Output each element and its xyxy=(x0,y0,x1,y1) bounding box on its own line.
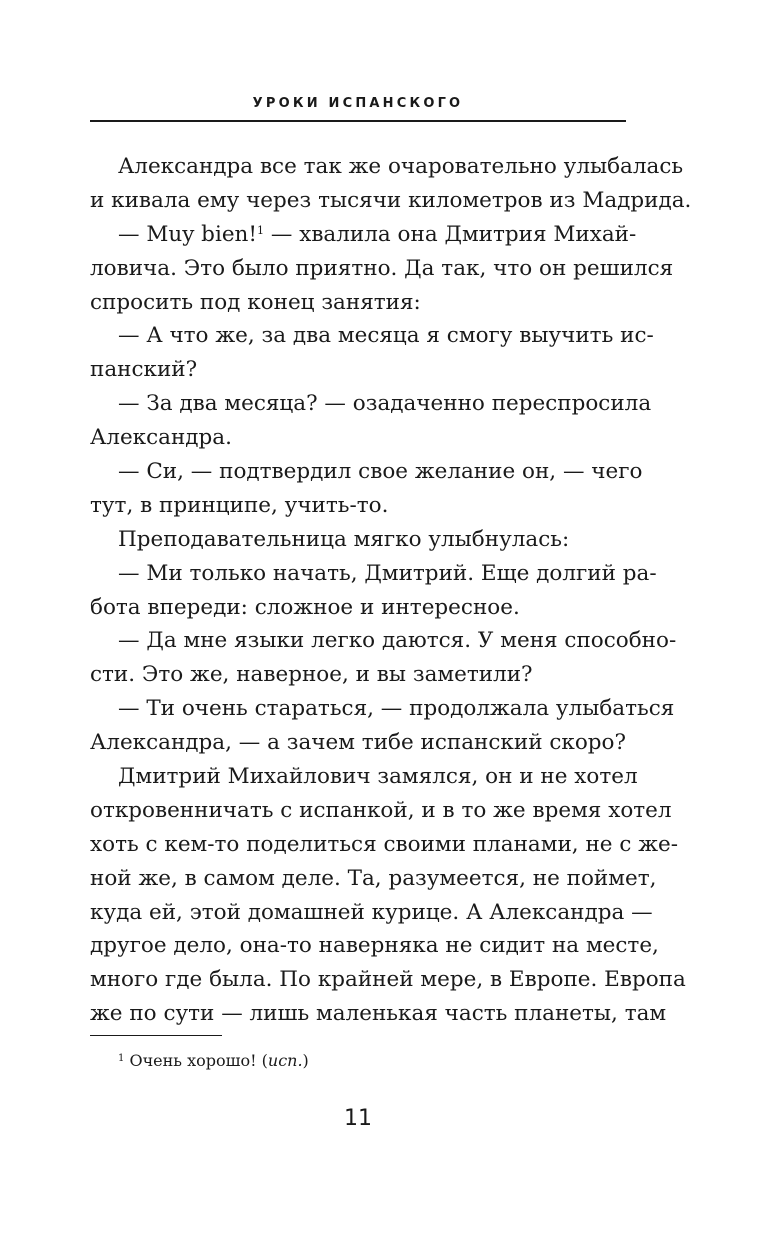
line-text: тут, в принципе, учить-то. xyxy=(90,492,389,518)
running-header: УРОКИ ИСПАНСКОГО xyxy=(252,96,464,111)
line-text: Александра все так же очаровательно улыбалась xyxy=(118,154,684,179)
line-text: хоть с кем-то поделиться своими планами, не с же- xyxy=(90,831,678,857)
line-text: спросить под конец занятия: xyxy=(90,289,421,315)
line-text: панский? xyxy=(90,357,198,383)
line-text: много где была. По крайней мере, в Европе. Европа xyxy=(90,967,686,993)
body-text xyxy=(90,150,692,1031)
footnote-close: ) xyxy=(302,1051,309,1070)
text-line xyxy=(90,828,678,862)
line-text: сти. Это же, наверное, и вы заметили? xyxy=(90,662,533,688)
text-line xyxy=(90,218,637,252)
line-text: Александра. xyxy=(90,425,232,451)
line-text: — Ми только начать, Дмитрий. Еще долгий ра- xyxy=(118,560,657,586)
line-text: Дмитрий Михайлович замялся, он и не хотел xyxy=(118,764,638,790)
line-text: — Си, — подтвердил свое желание он, — чего xyxy=(118,459,643,485)
text-line xyxy=(90,353,626,387)
line-text: — А что же, за два месяца я смогу выучить ис- xyxy=(118,323,654,349)
page-number: 11 xyxy=(344,1106,372,1131)
text-line xyxy=(90,896,653,930)
text-line xyxy=(90,319,654,353)
line-text: Преподавательница мягко улыбнулась: xyxy=(118,526,570,552)
text-line xyxy=(90,760,638,794)
text-line xyxy=(90,150,684,184)
text-line xyxy=(90,557,657,591)
text-line xyxy=(90,252,674,286)
footnote-text: Очень хорошо! ( xyxy=(124,1051,268,1070)
text-line xyxy=(90,421,626,455)
line-text: Александра, — а зачем тибе испанский скоро? xyxy=(90,730,627,756)
text-line xyxy=(90,523,626,557)
text-line xyxy=(90,184,692,218)
text-line xyxy=(90,489,626,523)
line-text: же по сути — лишь маленькая часть планеты, там xyxy=(90,1001,667,1027)
line-text: куда ей, этой домашней курице. А Александра — xyxy=(90,899,653,925)
line-text: — За два месяца? — озадаченно переспросила xyxy=(118,391,652,417)
text-line xyxy=(90,692,675,726)
footnote-rule xyxy=(90,1035,222,1036)
footnote-italic: исп. xyxy=(267,1051,303,1070)
text-line xyxy=(90,862,657,896)
text-line xyxy=(90,455,643,489)
text-line xyxy=(90,387,652,421)
line-text: бота впереди: сложное и интересное. xyxy=(90,594,520,620)
line-text: ловича. Это было приятно. Да так, что он решился xyxy=(90,255,674,281)
line-text: другое дело, она-то наверняка не сидит на месте, xyxy=(90,933,659,959)
line-text: — Ти очень стараться, — продолжала улыбаться xyxy=(118,696,675,722)
footnote-reference: 1 xyxy=(257,223,265,237)
text-line xyxy=(90,624,677,658)
line-text: — Muy bien! xyxy=(118,221,258,247)
text-line xyxy=(90,997,667,1031)
line-text: — Да мне языки легко даются. У меня способно- xyxy=(118,628,677,654)
footnote xyxy=(118,1050,309,1072)
line-text: откровенничать с испанкой, и в то же время хотел xyxy=(90,797,672,823)
text-line xyxy=(90,591,626,625)
line-text-rest: — хвалила она Дмитрия Михай- xyxy=(264,221,637,247)
text-line xyxy=(90,794,672,828)
line-text: и кивала ему через тысячи километров из Мадрида. xyxy=(90,187,692,213)
text-line xyxy=(90,963,686,997)
text-line xyxy=(90,726,626,760)
text-line xyxy=(90,286,626,320)
text-line xyxy=(90,929,659,963)
footnote-marker: 1 xyxy=(118,1053,125,1064)
header-rule xyxy=(90,120,626,122)
line-text: ной же, в самом деле. Та, разумеется, не поймет, xyxy=(90,865,657,891)
text-line xyxy=(90,658,626,692)
